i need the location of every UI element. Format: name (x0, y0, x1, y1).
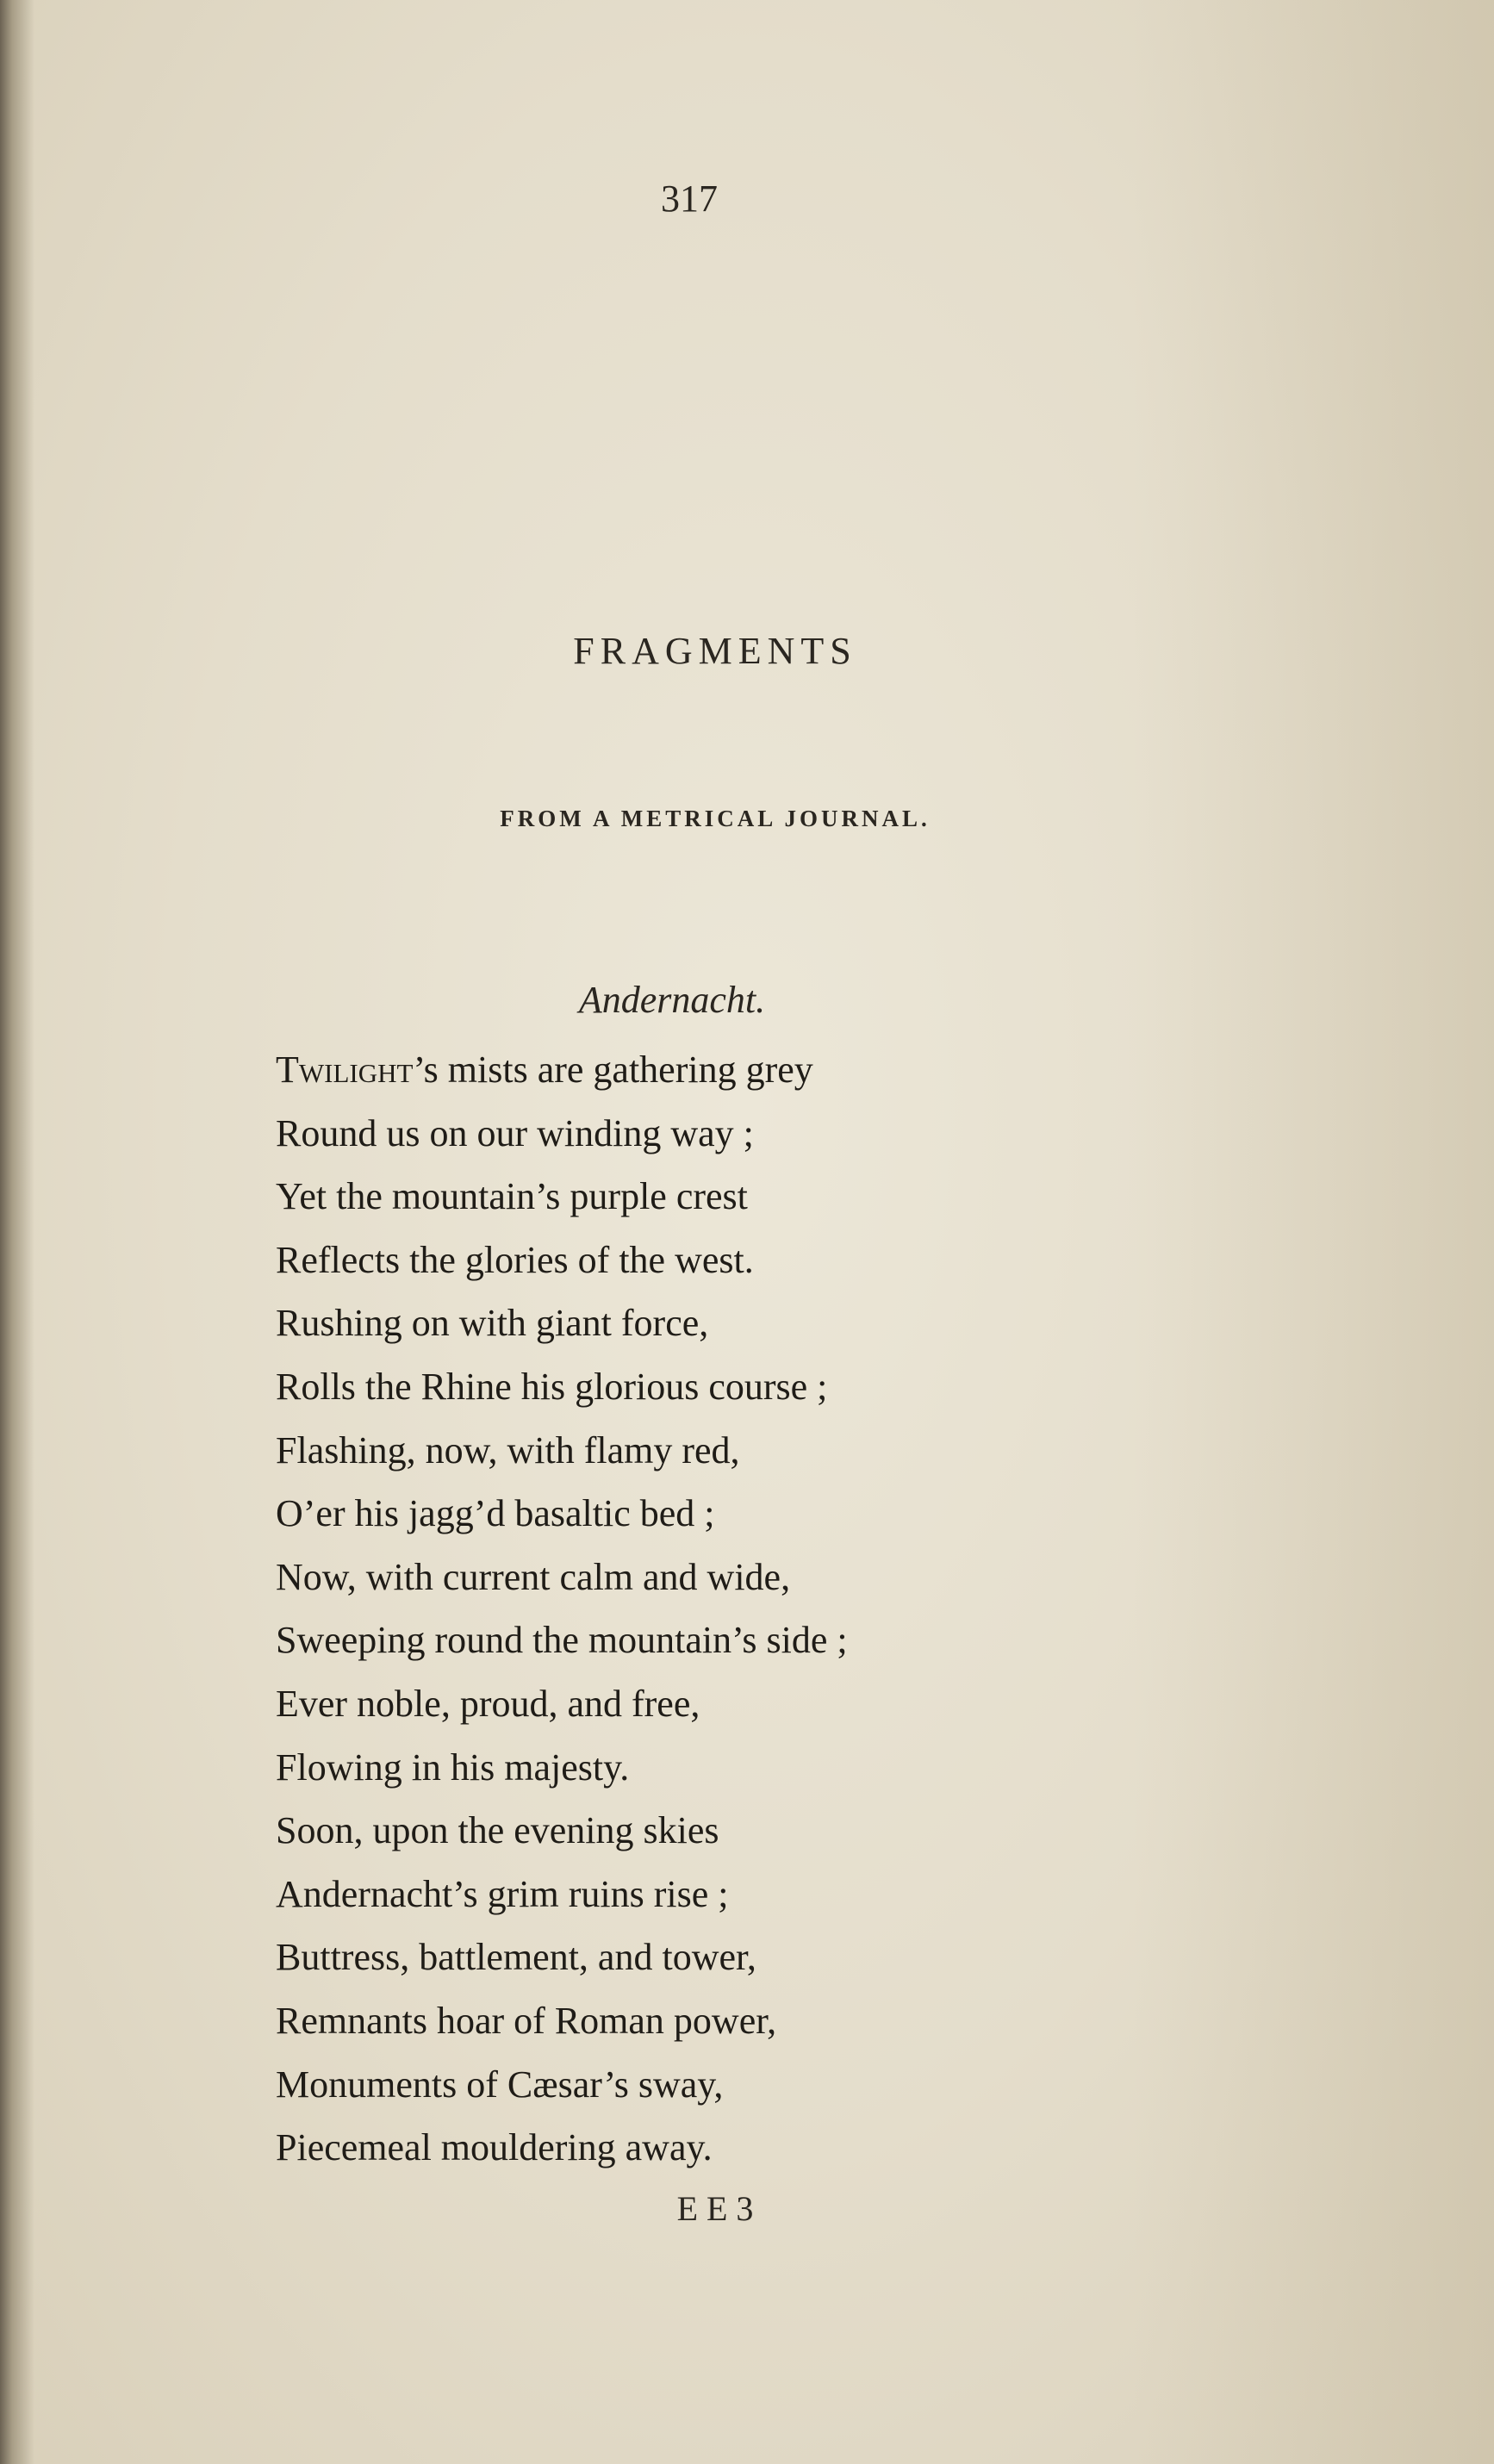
poem-line: Rushing on with giant force, (276, 1302, 709, 1345)
poem-line: Now, with current calm and wide, (276, 1555, 791, 1598)
poem-line: O’er his jagg’d basaltic bed ; (276, 1492, 715, 1535)
poem-line: Flowing in his majesty. (276, 1745, 630, 1789)
poem-body (276, 1038, 848, 2180)
poem-line: Buttress, battlement, and tower, (276, 1936, 756, 1979)
poem-line: Reflects the glories of the west. (276, 1238, 754, 1281)
poem-line: Monuments of Cæsar’s sway, (276, 2063, 724, 2106)
poem-line (276, 1038, 848, 1102)
page-number: 317 (661, 177, 718, 220)
poem-line: Andernacht’s grim ruins rise ; (276, 1872, 729, 1915)
poem-line: Flashing, now, with flamy red, (276, 1428, 740, 1472)
poem-line: Piecemeal mouldering away. (276, 2126, 713, 2169)
poem-heading: Andernacht. (578, 979, 766, 1021)
poem-line: Ever noble, proud, and free, (276, 1682, 700, 1725)
poem-line: Remnants hoar of Roman power, (276, 1999, 777, 2042)
page-subtitle: FROM A METRICAL JOURNAL. (500, 806, 931, 831)
poem-line: Rolls the Rhine his glorious course ; (276, 1365, 828, 1408)
poem-line: Sweeping round the mountain’s side ; (276, 1619, 848, 1662)
page-title: FRAGMENTS (573, 630, 857, 672)
poem-line: Soon, upon the evening skies (276, 1809, 719, 1852)
poem-line: Round us on our winding way ; (276, 1111, 754, 1154)
poem-first-word: Twilight (276, 1048, 414, 1091)
poem-line: Yet the mountain’s purple crest (276, 1175, 748, 1218)
signature-mark: E E 3 (676, 2189, 754, 2228)
poem-line-text: ’s mists are gathering grey (413, 1048, 813, 1091)
